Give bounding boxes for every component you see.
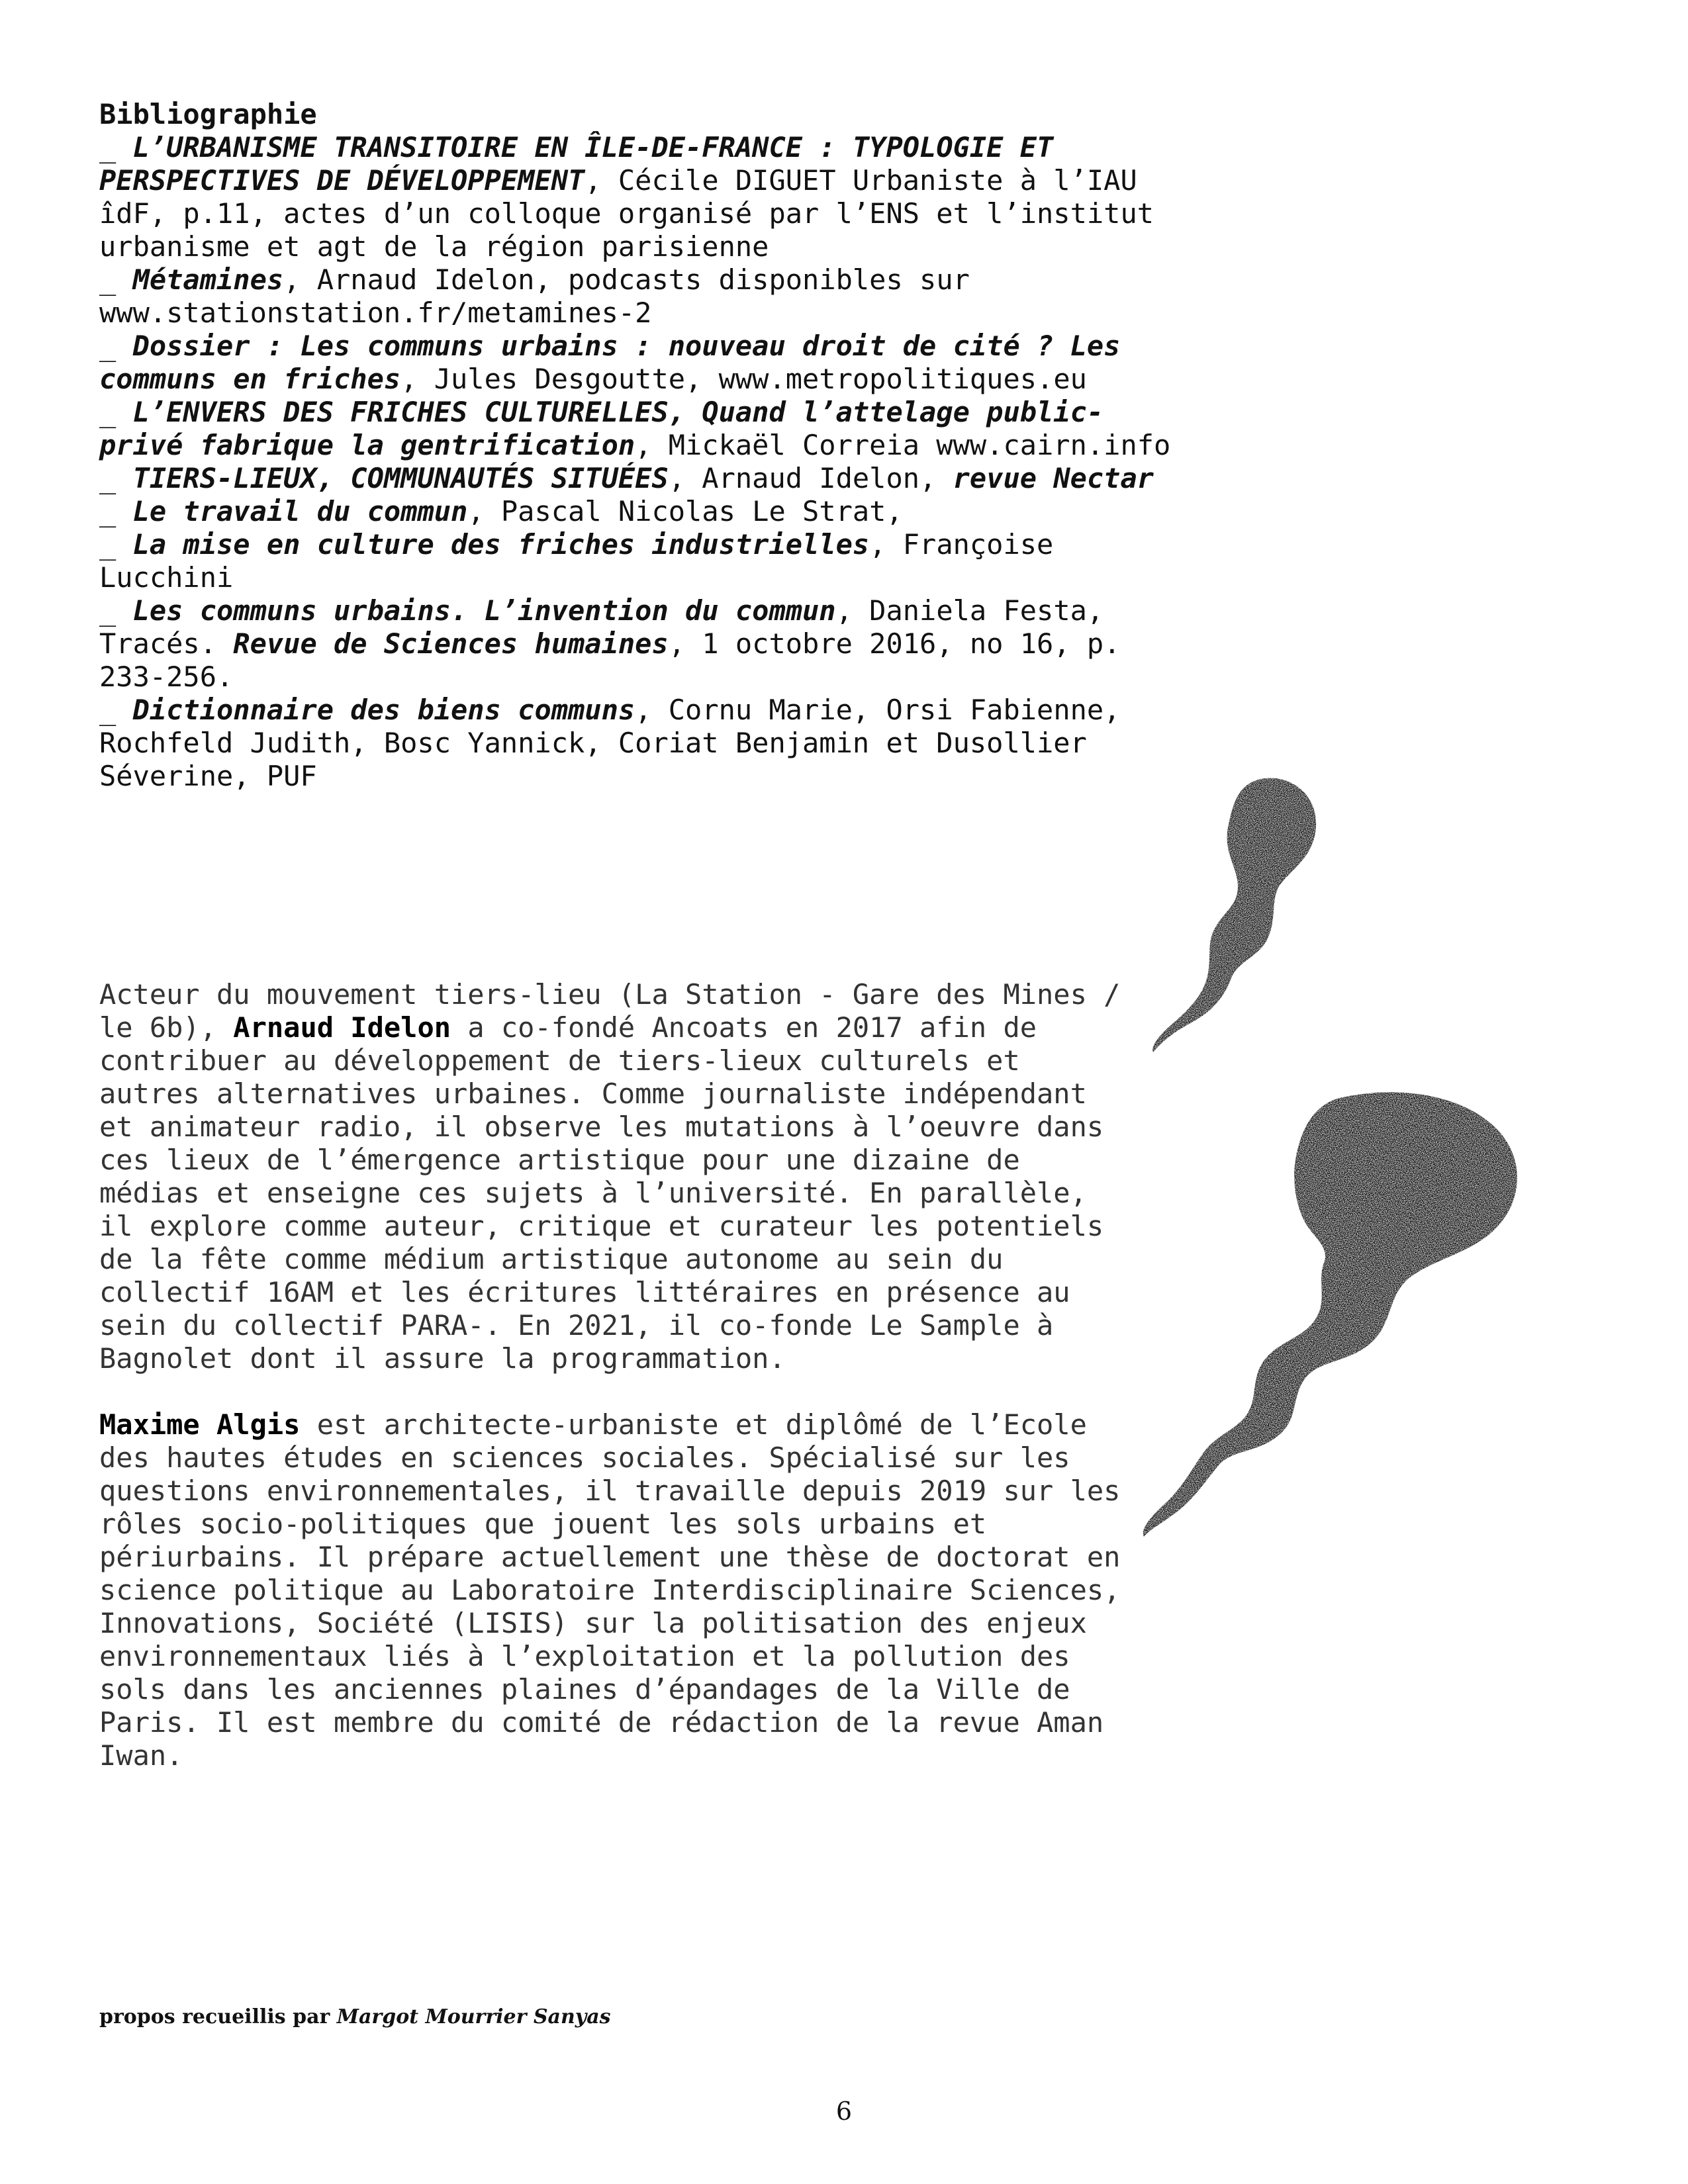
interview-credit <box>99 2005 611 2028</box>
credit-name: Margot Mourrier Sanyas <box>336 2005 611 2028</box>
entry-title: L’URBANISME TRANSITOIRE EN ÎLE-DE-FRANCE : TYPOLOGIE ET PERSPECTIVES DE DÉVELOPPEMENT <box>99 131 1054 197</box>
entry-details: , Cécile DIGUET Urbaniste à l’IAU îdF, p.11, actes d’un colloque organisé par l’ENS et l’institut urbanisme et agt de la région parisienne <box>99 164 1154 263</box>
entry-journal: Revue de Sciences humaines <box>233 627 669 660</box>
bio-maxime-algis <box>99 1408 1132 1772</box>
entry-details: , Arnaud Idelon, <box>668 462 953 494</box>
bibliography-entry: _ TIERS-LIEUX, COMMUNAUTÉS SITUÉES, Arnaud Idelon, revue Nectar <box>99 462 1154 494</box>
entry-title: Dictionnaire des biens communs <box>132 694 635 726</box>
bibliography-entry: _ Dossier : Les communs urbains : nouveau droit de cité ? Les communs en friches, Jules Desgoutte, www.metropolitiques.eu <box>99 330 1121 395</box>
entry-title: TIERS-LIEUX, COMMUNAUTÉS SITUÉES <box>132 462 669 494</box>
ink-blob-large-shape <box>1143 1092 1517 1537</box>
bio-name: Arnaud Idelon <box>233 1011 451 1044</box>
bibliography-entry: _ Métamines, Arnaud Idelon, podcasts disponibles sur www.stationstation.fr/metamines-2 <box>99 263 970 329</box>
bibliography-entry: _ Dictionnaire des biens communs, Cornu Marie, Orsi Fabienne, Rochfeld Judith, Bosc Yannick, Coriat Benjamin et Dusollier Séverine, PUF <box>99 694 1121 792</box>
bio-name: Maxime Algis <box>99 1408 301 1441</box>
author-bios <box>99 978 1132 1805</box>
entry-details-2: , 1 octobre 2016, no 16, p. 233-256. <box>99 627 1121 693</box>
ink-blob-large-illustration <box>1125 1079 1536 1542</box>
entry-details: , Cornu Marie, Orsi Fabienne, Rochfeld Judith, Bosc Yannick, Coriat Benjamin et Dusollier Séverine, PUF <box>99 694 1121 792</box>
entry-title: Métamines <box>132 263 284 296</box>
ink-blob-small-shape <box>1152 778 1316 1052</box>
entry-title: La mise en culture des friches industrielles <box>132 528 870 561</box>
entry-title: Les communs urbains. L’invention du commun <box>132 594 836 627</box>
bibliography-entry: _ Les communs urbains. L’invention du commun, Daniela Festa, Tracés. Revue de Sciences humaines, 1 octobre 2016, no 16, p. 233-256. <box>99 594 1121 693</box>
bibliography-entry: _ L’ENVERS DES FRICHES CULTURELLES, Quand l’attelage public-privé fabrique la gentrification, Mickaël Correia www.cairn.info <box>99 396 1171 461</box>
entry-details: , Daniela Festa, Tracés. <box>99 594 1104 660</box>
entry-details: , Mickaël Correia www.cairn.info <box>635 429 1171 461</box>
bio-text: est architecte-urbaniste et diplômé de l’Ecole des hautes études en sciences sociales. Spécialisé sur les questions environnementales, il travaille depuis 2019 sur les rôles socio-politiques que jouent les sols urbains et périurbains. Il prépare actuellement une thèse de doctorat en science politique au Laboratoire Interdisciplinaire Sciences, Innovations, Société (LISIS) sur la politisation des enjeux environnementaux liés à l’exploitation et la pollution des sols dans les anciennes plaines d’épandages de la Ville de Paris. Il est membre du comité de rédaction de la revue Aman Iwan. <box>99 1408 1121 1772</box>
bibliography <box>99 98 1172 793</box>
bibliography-entry: _ La mise en culture des friches industrielles, Françoise Lucchini <box>99 528 1054 594</box>
entry-title: Le travail du commun <box>132 495 468 527</box>
ink-blob-small-illustration <box>1139 768 1337 1059</box>
credit-prefix: propos recueillis par <box>99 2005 337 2028</box>
bio-text: Acteur du mouvement tiers-lieu (La Station - Gare des Mines / le 6b), <box>99 978 1121 1044</box>
bibliography-entry: _ Le travail du commun, Pascal Nicolas Le Strat, <box>99 495 903 527</box>
entry-details: , Françoise Lucchini <box>99 528 1054 594</box>
bio-text: a co-fondé Ancoats en 2017 afin de contribuer au développement de tiers-lieux culturels et autres alternatives urbaines. Comme journaliste indépendant et animateur radio, il observe les mutations à l’oeuvre dans ces lieux de l’émergence artistique pour une dizaine de médias et enseigne ces sujets à l’université. En parallèle, il explore comme auteur, critique et curateur les potentiels de la fête comme médium artistique autonome au sein du collectif 16AM et les écritures littéraires en présence au sein du collectif PARA-. En 2021, il co-fonde Le Sample à Bagnolet dont il assure la programmation. <box>99 1011 1104 1375</box>
entry-details: , Arnaud Idelon, podcasts disponibles sur www.stationstation.fr/metamines-2 <box>99 263 970 329</box>
bibliography-entry: _ L’URBANISME TRANSITOIRE EN ÎLE-DE-FRANCE : TYPOLOGIE ET PERSPECTIVES DE DÉVELOPPEMENT, Cécile DIGUET Urbaniste à l’IAU îdF, p.11, actes d’un colloque organisé par l’ENS et l’institut urbanisme et agt de la région parisienne <box>99 131 1154 263</box>
entry-details: , Jules Desgoutte, www.metropolitiques.eu <box>400 363 1087 395</box>
entry-title: Dossier : Les communs urbains : nouveau droit de cité ? Les communs en friches <box>99 330 1121 395</box>
entry-journal: revue Nectar <box>953 462 1154 494</box>
page-number: 6 <box>835 2097 853 2126</box>
bio-arnaud-idelon <box>99 978 1132 1375</box>
bibliography-title: Bibliographie <box>99 98 317 130</box>
entry-title: L’ENVERS DES FRICHES CULTURELLES, Quand l’attelage public-privé fabrique la gentrification <box>99 396 1104 461</box>
entry-details: , Pascal Nicolas Le Strat, <box>467 495 903 527</box>
